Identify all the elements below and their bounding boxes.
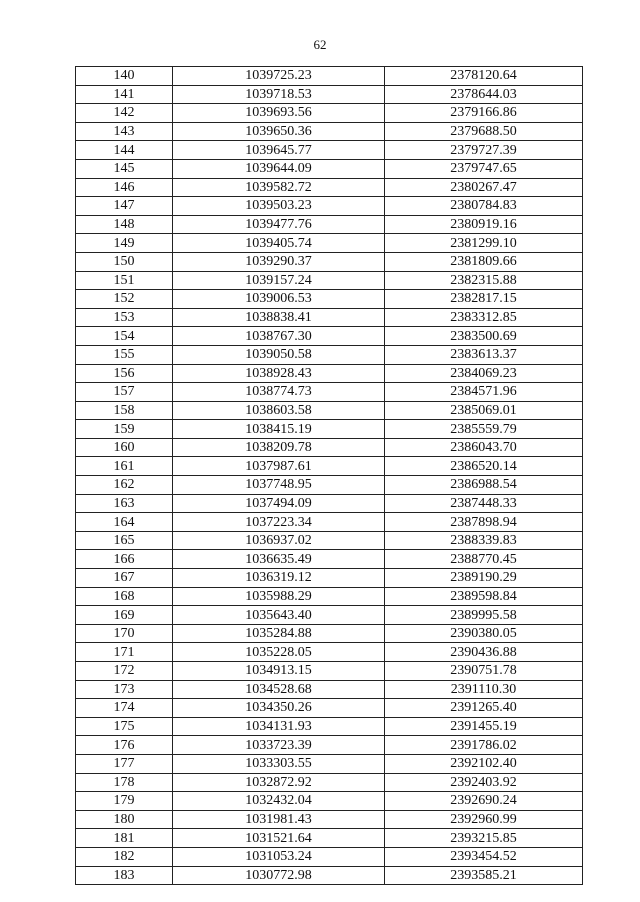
point-number-cell: 154: [76, 327, 173, 346]
page-number: 62: [313, 37, 327, 52]
y-coordinate-cell: 2388770.45: [385, 550, 583, 569]
x-coordinate-cell: 1031521.64: [173, 829, 385, 848]
y-coordinate-cell: 2379727.39: [385, 141, 583, 160]
y-coordinate-cell: 2393215.85: [385, 829, 583, 848]
point-number-cell: 156: [76, 364, 173, 383]
x-coordinate-cell: 1038767.30: [173, 327, 385, 346]
point-number-cell: 146: [76, 178, 173, 197]
table-row: [76, 308, 583, 327]
table-row: [76, 773, 583, 792]
point-number-cell: 151: [76, 271, 173, 290]
y-coordinate-cell: 2390380.05: [385, 624, 583, 643]
y-coordinate-cell: 2381299.10: [385, 234, 583, 253]
y-coordinate-cell: 2392102.40: [385, 754, 583, 773]
x-coordinate-cell: 1033723.39: [173, 736, 385, 755]
table-row: [76, 104, 583, 123]
y-coordinate-cell: 2391265.40: [385, 699, 583, 718]
y-coordinate-cell: 2391110.30: [385, 680, 583, 699]
point-number-cell: 164: [76, 513, 173, 532]
x-coordinate-cell: 1035988.29: [173, 587, 385, 606]
point-number-cell: 144: [76, 141, 173, 160]
x-coordinate-cell: 1037494.09: [173, 494, 385, 513]
x-coordinate-cell: 1038209.78: [173, 438, 385, 457]
x-coordinate-cell: 1034913.15: [173, 662, 385, 681]
x-coordinate-cell: 1038838.41: [173, 308, 385, 327]
table-row: [76, 457, 583, 476]
x-coordinate-cell: 1039290.37: [173, 252, 385, 271]
table-row: [76, 494, 583, 513]
point-number-cell: 158: [76, 401, 173, 420]
coordinates-table-body: [76, 67, 583, 885]
table-row: [76, 215, 583, 234]
x-coordinate-cell: 1039645.77: [173, 141, 385, 160]
point-number-cell: 143: [76, 122, 173, 141]
y-coordinate-cell: 2380267.47: [385, 178, 583, 197]
x-coordinate-cell: 1034350.26: [173, 699, 385, 718]
point-number-cell: 161: [76, 457, 173, 476]
point-number-cell: 170: [76, 624, 173, 643]
point-number-cell: 166: [76, 550, 173, 569]
x-coordinate-cell: 1039006.53: [173, 290, 385, 309]
x-coordinate-cell: 1031981.43: [173, 810, 385, 829]
table-row: [76, 345, 583, 364]
table-row: [76, 197, 583, 216]
table-row: [76, 847, 583, 866]
table-row: [76, 141, 583, 160]
x-coordinate-cell: 1032872.92: [173, 773, 385, 792]
x-coordinate-cell: 1039725.23: [173, 67, 385, 86]
y-coordinate-cell: 2383500.69: [385, 327, 583, 346]
table-row: [76, 513, 583, 532]
point-number-cell: 142: [76, 104, 173, 123]
point-number-cell: 148: [76, 215, 173, 234]
point-number-cell: 181: [76, 829, 173, 848]
table-row: [76, 680, 583, 699]
table-row: [76, 67, 583, 86]
y-coordinate-cell: 2385559.79: [385, 420, 583, 439]
x-coordinate-cell: 1036937.02: [173, 531, 385, 550]
x-coordinate-cell: 1038928.43: [173, 364, 385, 383]
table-row: [76, 271, 583, 290]
point-number-cell: 180: [76, 810, 173, 829]
point-number-cell: 140: [76, 67, 173, 86]
point-number-cell: 183: [76, 866, 173, 885]
y-coordinate-cell: 2389598.84: [385, 587, 583, 606]
point-number-cell: 150: [76, 252, 173, 271]
point-number-cell: 149: [76, 234, 173, 253]
y-coordinate-cell: 2378120.64: [385, 67, 583, 86]
table-row: [76, 383, 583, 402]
y-coordinate-cell: 2389995.58: [385, 606, 583, 625]
y-coordinate-cell: 2385069.01: [385, 401, 583, 420]
table-row: [76, 643, 583, 662]
x-coordinate-cell: 1030772.98: [173, 866, 385, 885]
x-coordinate-cell: 1039718.53: [173, 85, 385, 104]
y-coordinate-cell: 2379747.65: [385, 159, 583, 178]
x-coordinate-cell: 1039477.76: [173, 215, 385, 234]
point-number-cell: 159: [76, 420, 173, 439]
point-number-cell: 160: [76, 438, 173, 457]
table-row: [76, 531, 583, 550]
y-coordinate-cell: 2391455.19: [385, 717, 583, 736]
point-number-cell: 173: [76, 680, 173, 699]
table-row: [76, 569, 583, 588]
y-coordinate-cell: 2387448.33: [385, 494, 583, 513]
x-coordinate-cell: 1039503.23: [173, 197, 385, 216]
point-number-cell: 169: [76, 606, 173, 625]
table-row: [76, 122, 583, 141]
table-row: [76, 476, 583, 495]
table-row: [76, 717, 583, 736]
point-number-cell: 145: [76, 159, 173, 178]
table-row: [76, 624, 583, 643]
table-row: [76, 252, 583, 271]
y-coordinate-cell: 2393585.21: [385, 866, 583, 885]
x-coordinate-cell: 1039693.56: [173, 104, 385, 123]
point-number-cell: 167: [76, 569, 173, 588]
x-coordinate-cell: 1039405.74: [173, 234, 385, 253]
point-number-cell: 168: [76, 587, 173, 606]
table-row: [76, 792, 583, 811]
table-row: [76, 438, 583, 457]
y-coordinate-cell: 2392403.92: [385, 773, 583, 792]
x-coordinate-cell: 1035643.40: [173, 606, 385, 625]
point-number-cell: 178: [76, 773, 173, 792]
y-coordinate-cell: 2386520.14: [385, 457, 583, 476]
table-row: [76, 178, 583, 197]
y-coordinate-cell: 2382817.15: [385, 290, 583, 309]
y-coordinate-cell: 2380784.83: [385, 197, 583, 216]
table-row: [76, 754, 583, 773]
x-coordinate-cell: 1034131.93: [173, 717, 385, 736]
x-coordinate-cell: 1034528.68: [173, 680, 385, 699]
y-coordinate-cell: 2381809.66: [385, 252, 583, 271]
table-row: [76, 662, 583, 681]
table-row: [76, 606, 583, 625]
x-coordinate-cell: 1036635.49: [173, 550, 385, 569]
x-coordinate-cell: 1038415.19: [173, 420, 385, 439]
y-coordinate-cell: 2390436.88: [385, 643, 583, 662]
x-coordinate-cell: 1038774.73: [173, 383, 385, 402]
point-number-cell: 172: [76, 662, 173, 681]
y-coordinate-cell: 2386043.70: [385, 438, 583, 457]
point-number-cell: 171: [76, 643, 173, 662]
x-coordinate-cell: 1039644.09: [173, 159, 385, 178]
table-row: [76, 234, 583, 253]
y-coordinate-cell: 2387898.94: [385, 513, 583, 532]
y-coordinate-cell: 2383613.37: [385, 345, 583, 364]
y-coordinate-cell: 2392690.24: [385, 792, 583, 811]
table-row: [76, 587, 583, 606]
x-coordinate-cell: 1036319.12: [173, 569, 385, 588]
point-number-cell: 176: [76, 736, 173, 755]
x-coordinate-cell: 1031053.24: [173, 847, 385, 866]
point-number-cell: 179: [76, 792, 173, 811]
point-number-cell: 182: [76, 847, 173, 866]
x-coordinate-cell: 1037987.61: [173, 457, 385, 476]
x-coordinate-cell: 1035228.05: [173, 643, 385, 662]
y-coordinate-cell: 2389190.29: [385, 569, 583, 588]
x-coordinate-cell: 1032432.04: [173, 792, 385, 811]
x-coordinate-cell: 1033303.55: [173, 754, 385, 773]
x-coordinate-cell: 1038603.58: [173, 401, 385, 420]
table-row: [76, 550, 583, 569]
point-number-cell: 157: [76, 383, 173, 402]
table-row: [76, 810, 583, 829]
point-number-cell: 175: [76, 717, 173, 736]
x-coordinate-cell: 1039157.24: [173, 271, 385, 290]
point-number-cell: 152: [76, 290, 173, 309]
y-coordinate-cell: 2383312.85: [385, 308, 583, 327]
y-coordinate-cell: 2379166.86: [385, 104, 583, 123]
table-row: [76, 327, 583, 346]
table-row: [76, 866, 583, 885]
x-coordinate-cell: 1037223.34: [173, 513, 385, 532]
y-coordinate-cell: 2392960.99: [385, 810, 583, 829]
coordinates-table: [75, 66, 583, 885]
table-row: [76, 829, 583, 848]
point-number-cell: 155: [76, 345, 173, 364]
y-coordinate-cell: 2380919.16: [385, 215, 583, 234]
table-row: [76, 159, 583, 178]
point-number-cell: 174: [76, 699, 173, 718]
point-number-cell: 141: [76, 85, 173, 104]
table-row: [76, 736, 583, 755]
table-row: [76, 364, 583, 383]
y-coordinate-cell: 2393454.52: [385, 847, 583, 866]
y-coordinate-cell: 2388339.83: [385, 531, 583, 550]
y-coordinate-cell: 2390751.78: [385, 662, 583, 681]
table-row: [76, 401, 583, 420]
table-row: [76, 420, 583, 439]
point-number-cell: 153: [76, 308, 173, 327]
x-coordinate-cell: 1039650.36: [173, 122, 385, 141]
y-coordinate-cell: 2384069.23: [385, 364, 583, 383]
y-coordinate-cell: 2384571.96: [385, 383, 583, 402]
x-coordinate-cell: 1039050.58: [173, 345, 385, 364]
x-coordinate-cell: 1039582.72: [173, 178, 385, 197]
table-row: [76, 85, 583, 104]
point-number-cell: 163: [76, 494, 173, 513]
table-row: [76, 290, 583, 309]
point-number-cell: 165: [76, 531, 173, 550]
x-coordinate-cell: 1035284.88: [173, 624, 385, 643]
y-coordinate-cell: 2382315.88: [385, 271, 583, 290]
point-number-cell: 162: [76, 476, 173, 495]
x-coordinate-cell: 1037748.95: [173, 476, 385, 495]
point-number-cell: 177: [76, 754, 173, 773]
y-coordinate-cell: 2386988.54: [385, 476, 583, 495]
y-coordinate-cell: 2379688.50: [385, 122, 583, 141]
point-number-cell: 147: [76, 197, 173, 216]
y-coordinate-cell: 2391786.02: [385, 736, 583, 755]
table-row: [76, 699, 583, 718]
y-coordinate-cell: 2378644.03: [385, 85, 583, 104]
